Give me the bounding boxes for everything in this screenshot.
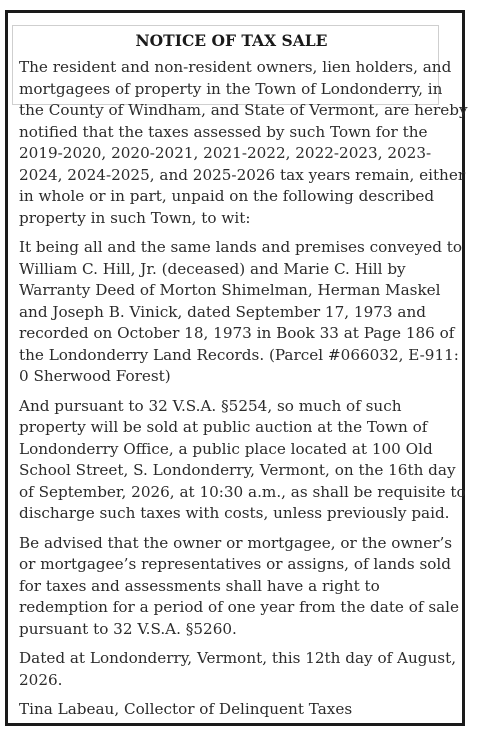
notice-signature: Tina Labeau, Collector of Delinquent Taxes xyxy=(19,700,353,718)
notice-title: NOTICE OF TAX SALE xyxy=(135,31,328,50)
notice-body xyxy=(19,30,471,729)
notice-paragraph-auction: And pursuant to 32 V.S.A. §5254, so much of such property will be sold at public auction at the Town of Londonderry Office, a public place located at 100 Old School Street, S. Londonderry, Vermont, on the 16th day of September, 2026, at 10:30 a.m., as shall be requisite to discharge such taxes with costs, unless previously paid. xyxy=(19,396,466,522)
notice-paragraph-redemption: Be advised that the owner or mortgagee, or the owner’s or mortgagee’s representatives or assigns, of lands sold for taxes and assessments shall have a right to redemption for a period of one year from the date of sale pursuant to 32 V.S.A. §5260. xyxy=(19,533,460,638)
notice-paragraph-owners: The resident and non-resident owners, lien holders, and mortgagees of property in the Town of Londonderry, in the County of Windham, and State of Vermont, are hereby notified that the taxes assessed by such Town for the 2019-2020, 2020-2021, 2021-2022, 2022-2023, 2023-2024, 2024-2025, and 2025-2026 tax years remain, either in whole or in part, unpaid on the following described property in such Town, to wit: xyxy=(19,58,468,227)
notice-paragraph-date: Dated at Londonderry, Vermont, this 12th day of August, 2026. xyxy=(19,649,457,689)
notice-paragraph-property: It being all and the same lands and premises conveyed to William C. Hill, Jr. (deceased) and Marie C. Hill by Warranty Deed of Morton Shimelman, Herman Maskel and Joseph B. Vinick, dated September 17, 1973 and recorded on October 18, 1973 in Book 33 at Page 186 of the Londonderry Land Records. (Parcel #066032, E-911: 0 Sherwood Forest) xyxy=(19,238,462,385)
